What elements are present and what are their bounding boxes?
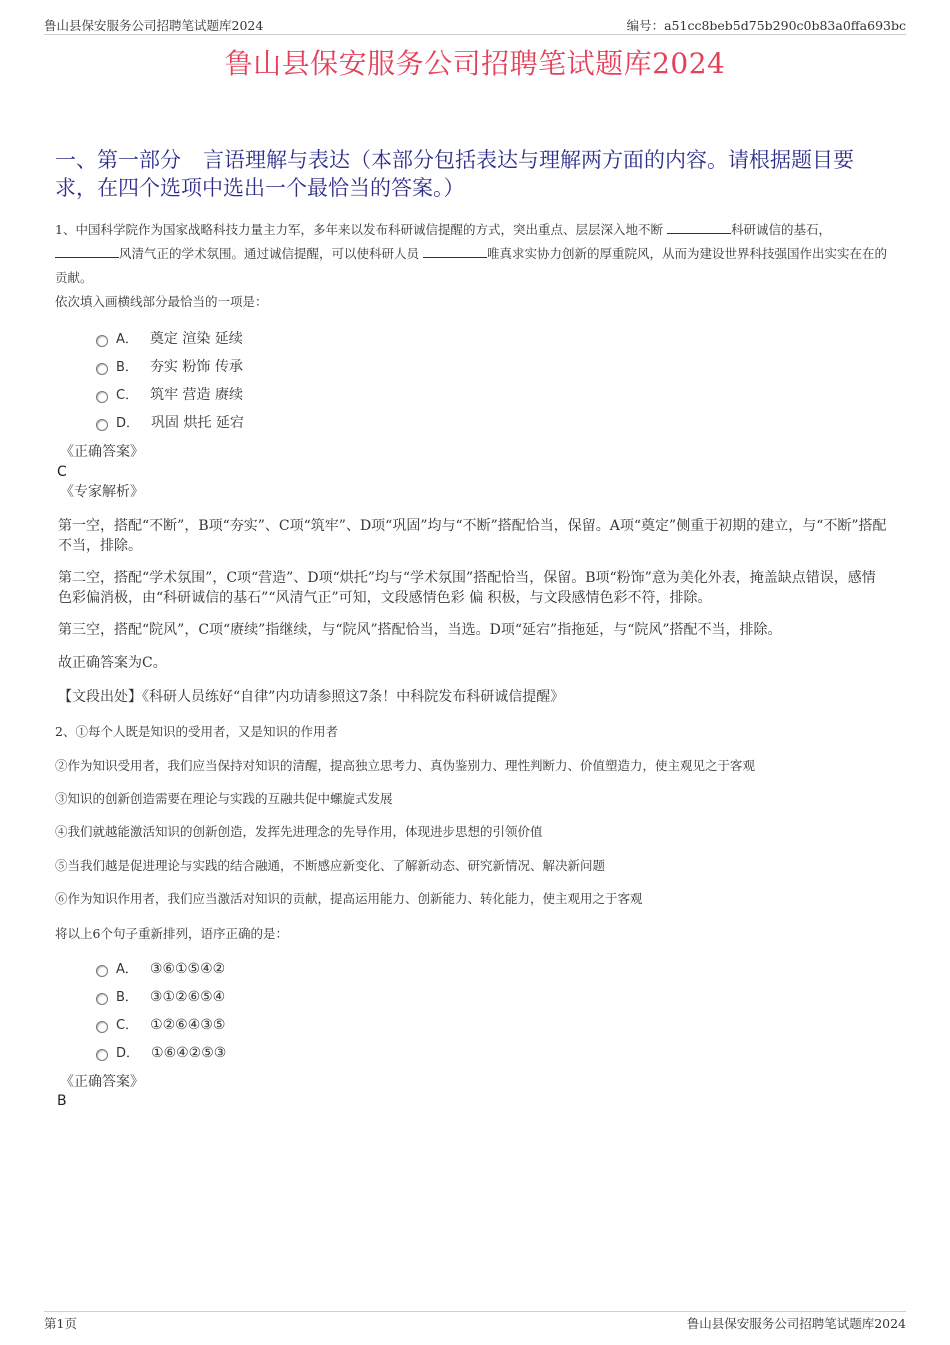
option-letter: B． xyxy=(116,360,138,375)
q2-sentence-4: ④我们就越能激活知识的创新创造，发挥先进理念的先导作用，体现进步思想的引领价值 xyxy=(55,824,543,839)
q1-blank-1 xyxy=(667,219,731,234)
header-doc-name: 鲁山县保安服务公司招聘笔试题库2024 xyxy=(44,18,264,33)
option-letter: B． xyxy=(116,990,138,1005)
q1-option-c[interactable] xyxy=(96,384,243,406)
footer-doc-name: 鲁山县保安服务公司招聘笔试题库2024 xyxy=(686,1316,906,1331)
option-letter: C． xyxy=(116,388,139,403)
q1-answer: C xyxy=(57,464,67,480)
radio-icon[interactable] xyxy=(96,363,108,375)
option-text: 筑牢 营造 赓续 xyxy=(150,387,243,403)
radio-icon[interactable] xyxy=(96,419,108,431)
q2-option-b[interactable] xyxy=(96,986,225,1008)
option-letter: D． xyxy=(116,1046,140,1061)
option-text: ③⑥①⑤④② xyxy=(149,961,226,977)
q2-sentence-2: ②作为知识受用者，我们应当保持对知识的清醒，提高独立思考力、真伪鉴别力、理性判断力、价值塑造力，使主观见之于客观 xyxy=(55,758,756,773)
q2-option-d[interactable] xyxy=(96,1042,226,1064)
q2-sentence-3: ③知识的创新创造需要在理论与实践的互融共促中螺旋式发展 xyxy=(55,791,393,806)
radio-icon[interactable] xyxy=(96,1049,108,1061)
question-1-stem xyxy=(55,218,890,290)
q2-sentence-1: 2、①每个人既是知识的受用者，又是知识的作用者 xyxy=(55,724,338,739)
page-title: 鲁山县保安服务公司招聘笔试题库2024 xyxy=(224,47,726,80)
radio-icon[interactable] xyxy=(96,993,108,1005)
q2-option-a[interactable] xyxy=(96,958,225,980)
option-text: 巩固 烘托 延宕 xyxy=(151,415,244,431)
footer-page-number: 第1页 xyxy=(44,1316,77,1331)
q1-stem-part-b: 科研诚信的基石， xyxy=(730,222,831,237)
option-text: ③①②⑥⑤④ xyxy=(149,989,226,1005)
q1-explanation-4: 故正确答案为C。 xyxy=(58,655,167,671)
q2-sentence-5: ⑤当我们越是促进理论与实践的结合融通，不断感应新变化、了解新动态、研究新情况、解决新问题 xyxy=(55,858,606,873)
radio-icon[interactable] xyxy=(96,1021,108,1033)
q2-prompt: 将以上6个句子重新排列，语序正确的是： xyxy=(55,926,288,941)
q1-option-d[interactable] xyxy=(96,412,244,434)
q1-analysis-label: 《专家解析》 xyxy=(60,484,144,500)
page-header xyxy=(44,14,906,35)
section-heading xyxy=(55,146,895,202)
q1-blank-3 xyxy=(423,243,487,258)
radio-icon[interactable] xyxy=(96,965,108,977)
q2-answer-label: 《正确答案》 xyxy=(60,1074,144,1090)
option-text: 夯实 粉饰 传承 xyxy=(149,359,243,375)
q1-explanation-3: 第三空，搭配“院风”，C项“赓续”指继续，与“院风”搭配恰当，当选。D项“延宕”指拖延，与“院风”搭配不当，排除。 xyxy=(58,622,782,638)
q1-explanation-2: 第二空，搭配“学术氛围”，C项“营造”、D项“烘托”均与“学术氛围”搭配恰当，保留。B项“粉饰”意为美化外表，掩盖缺点错误，感情色彩偏消极，由“科研诚信的基石”“风清气正”可知，文段感情色彩 偏 积极，与文段感情色彩不符，排除。 xyxy=(58,570,876,606)
option-letter: C． xyxy=(116,1018,139,1033)
q2-sentence-6: ⑥作为知识作用者，我们应当激活对知识的贡献，提高运用能力、创新能力、转化能力，使主观用之于客观 xyxy=(55,891,643,906)
q1-explanation-1: 第一空，搭配“不断”，B项“夯实”、C项“筑牢”、D项“巩固”均与“不断”搭配恰当，保留。A项“奠定”侧重于初期的建立，与“不断”搭配不当，排除。 xyxy=(58,518,887,554)
header-doc-id: 编号：a51cc8beb5d75b290c0b83a0ffa693bc xyxy=(626,18,906,33)
q1-stem-part-a: 1、中国科学院作为国家战略科技力量主力军，多年来以发布科研诚信提醒的方式，突出重点、层层深入地不断 xyxy=(55,222,663,237)
q1-source: 【文段出处】《科研人员练好“自律”内功请参照这7条！中科院发布科研诚信提醒》 xyxy=(58,689,565,705)
q1-stem-part-c: 风清气正的学术氛围。通过诚信提醒，可以使科研人员 xyxy=(119,246,420,261)
q2-answer: B xyxy=(57,1093,67,1109)
option-text: 奠定 渲染 延续 xyxy=(149,331,243,347)
radio-icon[interactable] xyxy=(96,335,108,347)
q1-option-b[interactable] xyxy=(96,356,243,378)
radio-icon[interactable] xyxy=(96,391,108,403)
option-text: ①⑥④②⑤③ xyxy=(151,1045,227,1061)
q2-option-c[interactable] xyxy=(96,1014,225,1036)
q1-answer-label: 《正确答案》 xyxy=(60,444,144,460)
option-text: ①②⑥④③⑤ xyxy=(150,1017,226,1033)
option-letter: A． xyxy=(116,332,138,347)
page-footer xyxy=(44,1311,906,1332)
q1-option-a[interactable] xyxy=(96,328,243,350)
q1-blank-2 xyxy=(55,243,119,258)
section-part: 一、第一部分 xyxy=(55,148,181,172)
option-letter: D． xyxy=(116,416,140,431)
q1-stem-part-d: 唯真求实协力创新的厚重院风，从而为建设世界科技强国作出实实在在的贡献。 xyxy=(55,246,888,285)
q1-prompt: 依次填入画横线部分最恰当的一项是： xyxy=(55,294,268,309)
option-letter: A． xyxy=(116,962,138,977)
section-text: 言语理解与表达（本部分包括表达与理解两方面的内容。请根据题目要求，在四个选项中选出一个最恰当的答案。） xyxy=(55,148,854,200)
